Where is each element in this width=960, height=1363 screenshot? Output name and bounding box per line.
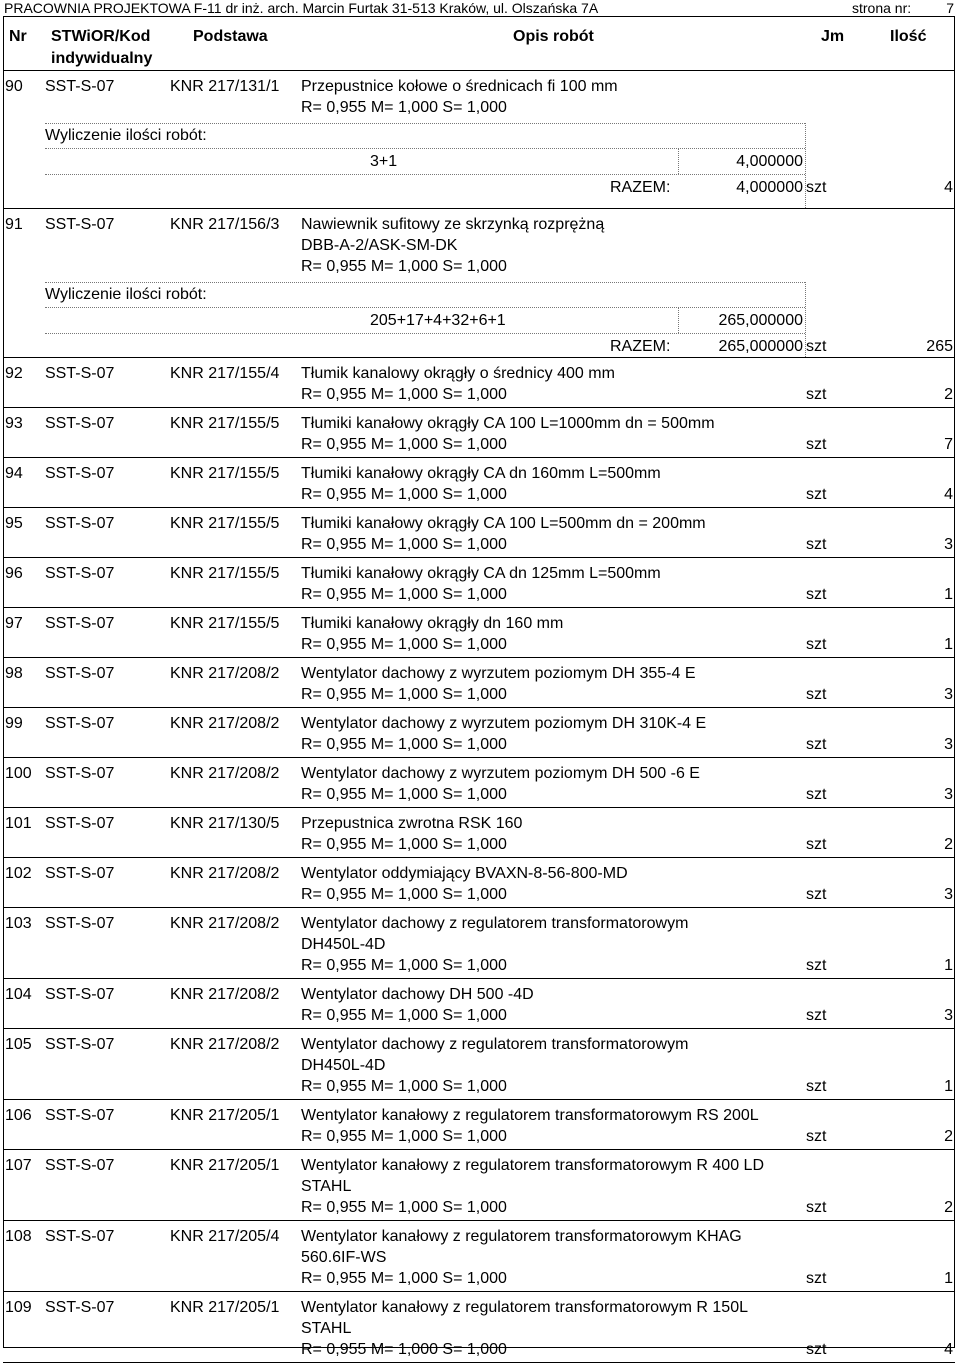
page-number: 7 <box>946 0 954 16</box>
item-params: R= 0,955 M= 1,000 S= 1,000 <box>301 586 507 603</box>
item-base: KNR 217/155/5 <box>170 515 280 532</box>
item-code: SST-S-07 <box>45 515 115 532</box>
item-number: 98 <box>5 665 23 682</box>
item-description: STAHL <box>301 1178 352 1195</box>
item-quantity: 3 <box>944 736 953 753</box>
table-row <box>3 608 955 658</box>
item-quantity: 1 <box>944 957 953 974</box>
table-row <box>3 808 955 858</box>
page-number-label: strona nr: <box>852 0 912 16</box>
item-base: KNR 217/205/1 <box>170 1299 280 1316</box>
item-unit: szt <box>806 957 827 974</box>
calc-divider <box>45 123 805 124</box>
item-description: Tłumiki kanałowy okrągły CA 100 L=500mm dn = 200mm <box>301 515 706 532</box>
item-params: R= 0,955 M= 1,000 S= 1,000 <box>301 386 507 403</box>
item-description: Wentylator dachowy z wyrzutem poziomym DH 500 -6 E <box>301 765 700 782</box>
item-code: SST-S-07 <box>45 715 115 732</box>
item-params: R= 0,955 M= 1,000 S= 1,000 <box>301 636 507 653</box>
company-header: PRACOWNIA PROJEKTOWA F-11 dr inż. arch. Marcin Furtak 31-513 Kraków, ul. Olszańska 7A <box>4 0 599 16</box>
item-number: 104 <box>5 986 32 1003</box>
item-number: 108 <box>5 1228 32 1245</box>
items-table <box>3 71 955 1363</box>
table-header <box>3 16 955 71</box>
item-unit: szt <box>806 1270 827 1287</box>
item-unit: szt <box>806 1078 827 1095</box>
item-quantity: 3 <box>944 536 953 553</box>
item-number: 107 <box>5 1157 32 1174</box>
item-base: KNR 217/208/2 <box>170 986 280 1003</box>
table-row <box>3 1100 955 1150</box>
item-base: KNR 217/208/2 <box>170 915 280 932</box>
item-unit: szt <box>806 586 827 603</box>
item-params: R= 0,955 M= 1,000 S= 1,000 <box>301 99 507 116</box>
calc-expression: 205+17+4+32+6+1 <box>370 312 506 329</box>
item-params: R= 0,955 M= 1,000 S= 1,000 <box>301 1078 507 1095</box>
item-params: R= 0,955 M= 1,000 S= 1,000 <box>301 736 507 753</box>
item-code: SST-S-07 <box>45 865 115 882</box>
col-jm-header: Jm <box>821 28 845 45</box>
item-code: SST-S-07 <box>45 915 115 932</box>
item-number: 91 <box>5 216 23 233</box>
item-quantity: 4 <box>944 486 953 503</box>
col-code-header-line1: STWiOR/Kod <box>51 28 151 45</box>
item-code: SST-S-07 <box>45 665 115 682</box>
item-unit: szt <box>806 338 827 355</box>
col-code-header-line2: indywidualny <box>51 50 153 67</box>
item-base: KNR 217/208/2 <box>170 665 280 682</box>
item-base: KNR 217/205/4 <box>170 1228 280 1245</box>
item-unit: szt <box>806 786 827 803</box>
item-params: R= 0,955 M= 1,000 S= 1,000 <box>301 686 507 703</box>
calc-divider <box>45 307 805 308</box>
item-description: Tłumiki kanałowy okrągły CA dn 160mm L=500mm <box>301 465 661 482</box>
calc-divider <box>45 148 805 149</box>
item-base: KNR 217/205/1 <box>170 1107 280 1124</box>
item-params: R= 0,955 M= 1,000 S= 1,000 <box>301 1007 507 1024</box>
item-code: SST-S-07 <box>45 815 115 832</box>
item-params: R= 0,955 M= 1,000 S= 1,000 <box>301 886 507 903</box>
item-code: SST-S-07 <box>45 465 115 482</box>
item-unit: szt <box>806 736 827 753</box>
item-base: KNR 217/131/1 <box>170 78 280 95</box>
table-row <box>3 458 955 508</box>
table-row <box>3 1029 955 1100</box>
item-number: 106 <box>5 1107 32 1124</box>
calc-column-divider <box>678 307 679 333</box>
calc-divider <box>45 333 805 334</box>
item-unit: szt <box>806 1199 827 1216</box>
item-unit: szt <box>806 636 827 653</box>
item-code: SST-S-07 <box>45 415 115 432</box>
item-number: 96 <box>5 565 23 582</box>
item-params: R= 0,955 M= 1,000 S= 1,000 <box>301 836 507 853</box>
item-unit: szt <box>806 536 827 553</box>
item-code: SST-S-07 <box>45 1107 115 1124</box>
item-description: Wentylator dachowy z wyrzutem poziomym DH 310K-4 E <box>301 715 707 732</box>
item-number: 93 <box>5 415 23 432</box>
item-params: R= 0,955 M= 1,000 S= 1,000 <box>301 1199 507 1216</box>
item-number: 92 <box>5 365 23 382</box>
item-quantity: 1 <box>944 586 953 603</box>
table-row <box>3 358 955 408</box>
item-params: R= 0,955 M= 1,000 S= 1,000 <box>301 258 507 275</box>
table-row <box>3 508 955 558</box>
item-base: KNR 217/205/1 <box>170 1157 280 1174</box>
table-row <box>3 408 955 458</box>
item-number: 101 <box>5 815 32 832</box>
item-params: R= 0,955 M= 1,000 S= 1,000 <box>301 1270 507 1287</box>
item-code: SST-S-07 <box>45 565 115 582</box>
item-unit: szt <box>806 179 827 196</box>
item-quantity: 2 <box>944 1128 953 1145</box>
table-row <box>3 858 955 908</box>
item-description: Przepustnice kołowe o średnicach fi 100 mm <box>301 78 618 95</box>
item-number: 102 <box>5 865 32 882</box>
item-description: Wentylator kanałowy z regulatorem transformatorowym R 150L <box>301 1299 748 1316</box>
item-code: SST-S-07 <box>45 615 115 632</box>
item-quantity: 1 <box>944 1270 953 1287</box>
item-quantity: 1 <box>944 636 953 653</box>
item-quantity: 1 <box>944 1078 953 1095</box>
item-description: DBB-A-2/ASK-SM-DK <box>301 237 458 254</box>
item-description: Wentylator dachowy z regulatorem transformatorowym <box>301 915 689 932</box>
item-description: Tłumik kanalowy okrągły o średnicy 400 mm <box>301 365 615 382</box>
total-value: 4,000000 <box>736 179 803 196</box>
table-row <box>3 558 955 608</box>
item-quantity: 3 <box>944 886 953 903</box>
col-desc-header: Opis robót <box>513 28 594 45</box>
item-description: Tłumiki kanałowy okrągły CA 100 L=1000mm dn = 500mm <box>301 415 715 432</box>
item-base: KNR 217/130/5 <box>170 815 280 832</box>
item-code: SST-S-07 <box>45 1299 115 1316</box>
item-base: KNR 217/208/2 <box>170 715 280 732</box>
item-number: 94 <box>5 465 23 482</box>
item-unit: szt <box>806 486 827 503</box>
item-unit: szt <box>806 436 827 453</box>
total-value: 265,000000 <box>718 338 803 355</box>
item-base: KNR 217/155/5 <box>170 565 280 582</box>
item-quantity: 3 <box>944 686 953 703</box>
calc-divider <box>45 174 805 175</box>
item-unit: szt <box>806 836 827 853</box>
item-description: 560.6IF-WS <box>301 1249 387 1266</box>
col-qty-header: Ilość <box>890 28 927 45</box>
item-quantity: 4 <box>944 179 953 196</box>
col-nr-header: Nr <box>9 28 27 45</box>
item-unit: szt <box>806 1007 827 1024</box>
page-header <box>4 0 954 16</box>
table-row <box>3 758 955 808</box>
item-code: SST-S-07 <box>45 765 115 782</box>
calc-divider <box>45 282 805 283</box>
item-description: Wentylator dachowy DH 500 -4D <box>301 986 534 1003</box>
total-label: RAZEM: <box>610 179 671 196</box>
item-base: KNR 217/208/2 <box>170 865 280 882</box>
item-base: KNR 217/155/5 <box>170 615 280 632</box>
item-code: SST-S-07 <box>45 1228 115 1245</box>
item-number: 109 <box>5 1299 32 1316</box>
item-description: Nawiewnik sufitowy ze skrzynką rozprężną <box>301 216 605 233</box>
table-row <box>3 1292 955 1363</box>
item-description: Wentylator kanałowy z regulatorem transformatorowym R 400 LD <box>301 1157 764 1174</box>
item-params: R= 0,955 M= 1,000 S= 1,000 <box>301 957 507 974</box>
item-code: SST-S-07 <box>45 78 115 95</box>
item-number: 99 <box>5 715 23 732</box>
item-base: KNR 217/156/3 <box>170 216 280 233</box>
item-base: KNR 217/155/4 <box>170 365 280 382</box>
table-row <box>3 1221 955 1292</box>
item-code: SST-S-07 <box>45 365 115 382</box>
item-description: DH450L-4D <box>301 936 386 953</box>
table-row <box>3 1150 955 1221</box>
item-number: 97 <box>5 615 23 632</box>
item-params: R= 0,955 M= 1,000 S= 1,000 <box>301 1128 507 1145</box>
item-number: 105 <box>5 1036 32 1053</box>
item-description: Wentylator kanałowy z regulatorem transformatorowym RS 200L <box>301 1107 759 1124</box>
item-unit: szt <box>806 386 827 403</box>
calc-label: Wyliczenie ilości robót: <box>45 286 207 303</box>
item-description: DH450L-4D <box>301 1057 386 1074</box>
item-description: Wentylator kanałowy z regulatorem transformatorowym KHAG <box>301 1228 742 1245</box>
item-quantity: 2 <box>944 386 953 403</box>
calc-label: Wyliczenie ilości robót: <box>45 127 207 144</box>
item-base: KNR 217/155/5 <box>170 415 280 432</box>
item-quantity: 7 <box>944 436 953 453</box>
item-unit: szt <box>806 1341 827 1358</box>
item-base: KNR 217/155/5 <box>170 465 280 482</box>
item-base: KNR 217/208/2 <box>170 765 280 782</box>
item-description: Tłumiki kanałowy okrągły dn 160 mm <box>301 615 564 632</box>
item-code: SST-S-07 <box>45 986 115 1003</box>
table-row <box>3 979 955 1029</box>
table-row <box>3 658 955 708</box>
item-quantity: 4 <box>944 1341 953 1358</box>
item-number: 90 <box>5 78 23 95</box>
item-quantity: 2 <box>944 1199 953 1216</box>
item-quantity: 3 <box>944 786 953 803</box>
item-code: SST-S-07 <box>45 1157 115 1174</box>
item-params: R= 0,955 M= 1,000 S= 1,000 <box>301 436 507 453</box>
item-params: R= 0,955 M= 1,000 S= 1,000 <box>301 786 507 803</box>
item-description: STAHL <box>301 1320 352 1337</box>
item-unit: szt <box>806 686 827 703</box>
table-row <box>3 209 955 358</box>
item-description: Wentylator dachowy z wyrzutem poziomym DH 355-4 E <box>301 665 696 682</box>
item-number: 100 <box>5 765 32 782</box>
calc-value: 265,000000 <box>718 312 803 329</box>
item-description: Tłumiki kanałowy okrągły CA dn 125mm L=500mm <box>301 565 661 582</box>
item-quantity: 2 <box>944 836 953 853</box>
item-code: SST-S-07 <box>45 216 115 233</box>
calc-value: 4,000000 <box>736 153 803 170</box>
item-unit: szt <box>806 886 827 903</box>
total-label: RAZEM: <box>610 338 671 355</box>
item-quantity: 3 <box>944 1007 953 1024</box>
item-quantity: 265 <box>926 338 953 355</box>
item-description: Wentylator dachowy z regulatorem transformatorowym <box>301 1036 689 1053</box>
calc-expression: 3+1 <box>370 153 398 170</box>
item-params: R= 0,955 M= 1,000 S= 1,000 <box>301 486 507 503</box>
table-row <box>3 71 955 209</box>
item-unit: szt <box>806 1128 827 1145</box>
calc-column-divider <box>678 148 679 174</box>
item-params: R= 0,955 M= 1,000 S= 1,000 <box>301 1341 507 1358</box>
table-row <box>3 908 955 979</box>
item-params: R= 0,955 M= 1,000 S= 1,000 <box>301 536 507 553</box>
col-base-header: Podstawa <box>193 28 268 45</box>
item-code: SST-S-07 <box>45 1036 115 1053</box>
item-number: 103 <box>5 915 32 932</box>
item-base: KNR 217/208/2 <box>170 1036 280 1053</box>
table-row <box>3 708 955 758</box>
item-description: Wentylator oddymiający BVAXN-8-56-800-MD <box>301 865 628 882</box>
item-description: Przepustnica zwrotna RSK 160 <box>301 815 523 832</box>
item-number: 95 <box>5 515 23 532</box>
